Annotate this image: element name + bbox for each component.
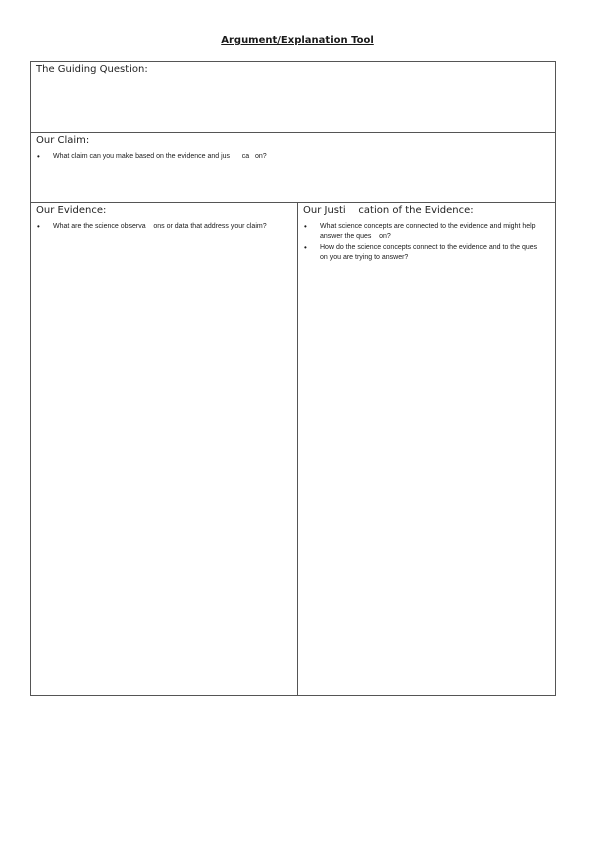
list-item xyxy=(37,152,549,162)
list-item xyxy=(304,243,549,263)
claim-label: Our Claim: xyxy=(36,135,90,146)
guiding-question-label: The Guiding Question: xyxy=(36,64,148,75)
justification-section[interactable] xyxy=(298,203,555,695)
claim-section[interactable] xyxy=(31,133,555,203)
evidence-prompts xyxy=(31,222,297,232)
guiding-question-section[interactable] xyxy=(31,62,555,133)
evidence-justification-row xyxy=(31,203,555,695)
claim-prompt-text: What claim can you make based on the evidence and jus ca on? xyxy=(53,153,267,160)
claim-prompts xyxy=(31,152,555,162)
justification-prompt-text-1: What science concepts are connected to the evidence and might help answer the ques on? xyxy=(320,223,538,240)
justification-label: Our Justi cation of the Evidence: xyxy=(303,205,474,216)
evidence-section[interactable] xyxy=(31,203,298,695)
page-title: Argument/Explanation Tool xyxy=(221,35,374,46)
bullet-icon: • xyxy=(304,222,307,231)
bullet-icon: • xyxy=(304,243,307,252)
justification-prompts xyxy=(298,222,555,263)
evidence-prompt-text: What are the science observa ons or data that address your claim? xyxy=(53,223,267,230)
argument-table xyxy=(30,61,556,696)
list-item xyxy=(304,222,549,242)
list-item xyxy=(37,222,291,232)
evidence-label: Our Evidence: xyxy=(36,205,107,216)
justification-prompt-text-2: How do the science concepts connect to the evidence and to the ques on you are trying to answer? xyxy=(320,244,545,261)
bullet-icon: • xyxy=(37,152,40,161)
bullet-icon: • xyxy=(37,222,40,231)
